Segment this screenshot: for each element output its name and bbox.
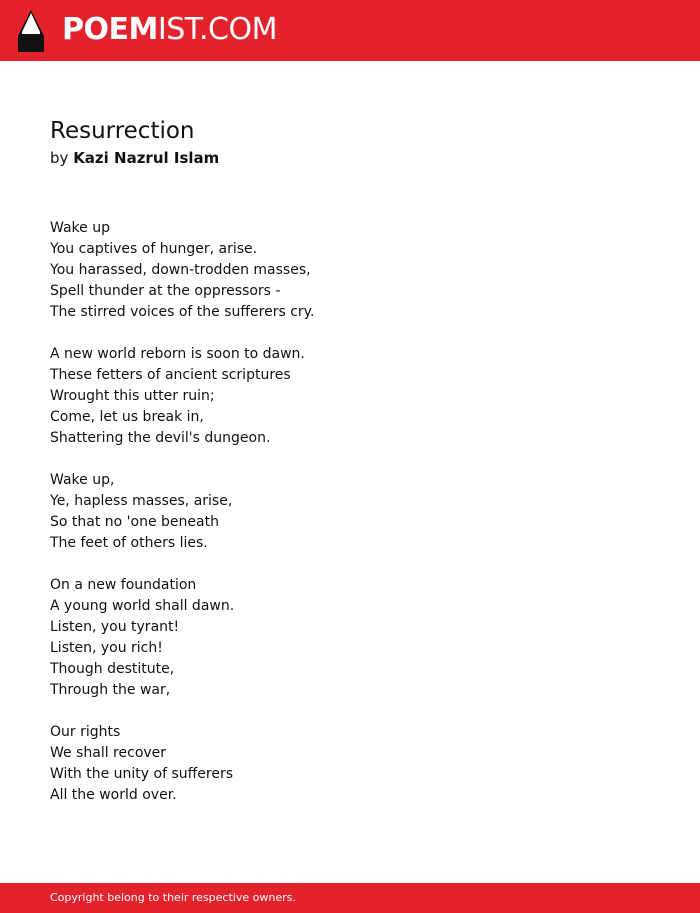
poem-line: All the world over. [50, 787, 177, 803]
poem-line: On a new foundation [50, 577, 197, 593]
poem-line: A young world shall dawn. [50, 598, 235, 614]
stanza [50, 344, 650, 449]
poem-line: Listen, you rich! [50, 640, 163, 656]
stanza [50, 722, 650, 806]
poem-heading [50, 116, 650, 169]
poem-line: Though destitute, [50, 661, 175, 677]
site-header [0, 0, 700, 61]
copyright-text: Copyright belong to their respective owners. [50, 891, 296, 904]
logo-text-bold: POEM [62, 12, 158, 47]
pencil-tip-icon[interactable] [18, 10, 44, 52]
poem-line: Wake up [50, 220, 110, 236]
poem-line: The stirred voices of the sufferers cry. [50, 304, 315, 320]
poem-line: Come, let us break in, [50, 409, 204, 425]
poem-title: Resurrection [50, 118, 195, 144]
poem-line: With the unity of sufferers [50, 766, 234, 782]
by-label: by [50, 149, 69, 167]
site-footer [0, 883, 700, 913]
poem-line: You harassed, down-trodden masses, [50, 262, 311, 278]
poem-line: These fetters of ancient scriptures [50, 367, 291, 383]
poem-line: Through the war, [50, 682, 171, 698]
poem-line: Wake up, [50, 472, 115, 488]
poem-line: Spell thunder at the oppressors - [50, 283, 281, 299]
stanza [50, 575, 650, 701]
poem-line: Ye, hapless masses, arise, [50, 493, 233, 509]
stanza [50, 218, 650, 323]
poem-line: You captives of hunger, arise. [50, 241, 258, 257]
author-name: Kazi Nazrul Islam [73, 149, 220, 167]
poem-line: Listen, you tyrant! [50, 619, 180, 635]
poem-line: Our rights [50, 724, 121, 740]
poem-line: Shattering the devil's dungeon. [50, 430, 271, 446]
logo-text-light: IST.COM [157, 12, 277, 47]
poem-line: The feet of others lies. [50, 535, 208, 551]
stanza [50, 470, 650, 554]
poem-line: Wrought this utter ruin; [50, 388, 215, 404]
site-logo[interactable] [62, 12, 277, 48]
byline [50, 147, 650, 169]
poem-body [50, 218, 650, 827]
poem-line: We shall recover [50, 745, 167, 761]
poem-line: So that no 'one beneath [50, 514, 219, 530]
poem-line: A new world reborn is soon to dawn. [50, 346, 305, 362]
